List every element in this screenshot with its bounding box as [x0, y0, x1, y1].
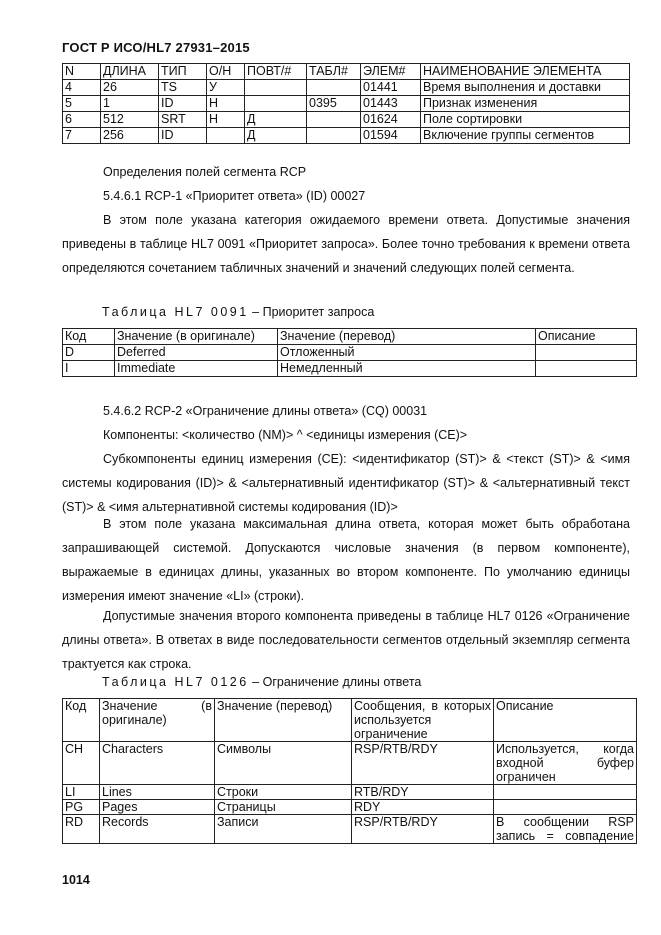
table-cell: [494, 800, 637, 815]
table-0126-body: [63, 742, 637, 844]
table-row: [63, 785, 637, 800]
table-cell: Включение группы сегментов: [421, 128, 630, 144]
table-cell: D: [63, 345, 115, 361]
table-cell: [245, 80, 307, 96]
column-header: Значение (перевод): [215, 699, 352, 742]
table-cell: TS: [159, 80, 207, 96]
table-cell: [536, 361, 637, 377]
table-cell: 01443: [361, 96, 421, 112]
table-cell: RDY: [352, 800, 494, 815]
column-header: Значение (в оригинале): [115, 329, 278, 345]
table-cell: У: [207, 80, 245, 96]
table-cell: [536, 345, 637, 361]
page-number: 1014: [62, 873, 90, 887]
table-header-row: [63, 699, 637, 742]
column-header: ТАБЛ#: [307, 64, 361, 80]
table-cell: Время выполнения и доставки: [421, 80, 630, 96]
table-header-row: [63, 329, 637, 345]
table-0091-body: [63, 345, 637, 377]
table-cell: Immediate: [115, 361, 278, 377]
table-cell: 26: [101, 80, 159, 96]
table-cell: Characters: [100, 742, 215, 785]
table-cell: SRT: [159, 112, 207, 128]
table-cell: CH: [63, 742, 100, 785]
table-cell: Символы: [215, 742, 352, 785]
field-heading-rcp2: 5.4.6.2 RCP-2 «Ограничение длины ответа» (CQ) 00031: [103, 404, 428, 418]
components-line: Компоненты: <количество (NM)> ^ <единицы измерения (CE)>: [103, 428, 468, 442]
section-title: Определения полей сегмента RCP: [103, 165, 307, 179]
column-header: N: [63, 64, 101, 80]
table-cell: ID: [159, 96, 207, 112]
table-cell: [307, 80, 361, 96]
table-cell: Н: [207, 112, 245, 128]
elements-table-header: [63, 64, 630, 80]
table-cell: [207, 128, 245, 144]
values-paragraph: Допустимые значения второго компонента приведены в таблице HL7 0126 «Ограничение длины ответа». В ответах в виде последовательности сегментов отдельный экземпляр сегмента трактуется как строка.: [62, 609, 630, 671]
table-cell: [494, 785, 637, 800]
caption-rest: – Ограничение длины ответа: [248, 675, 422, 689]
table-cell: [245, 96, 307, 112]
table-cell: [307, 128, 361, 144]
column-header: Значение (в оригинале): [100, 699, 215, 742]
table-hl7-0126: [62, 698, 637, 844]
table-row: [63, 361, 637, 377]
table-row: [63, 742, 637, 785]
table-cell: PG: [63, 800, 100, 815]
table-cell: Н: [207, 96, 245, 112]
table-header-row: [63, 64, 630, 80]
table-cell: Немедленный: [278, 361, 536, 377]
table-cell: Д: [245, 128, 307, 144]
subcomponents-paragraph: Субкомпоненты единиц измерения (CE): <идентификатор (ST)> & <текст (ST)> & <имя системы кодирования (ID)> & <альтернативный идентификатор (ST)> & <альтернативный текст (ST)> & <имя альтернативной системы кодирования (ID)>: [62, 452, 630, 514]
table-0126-caption: [102, 675, 421, 689]
table-cell: RSP/RTB/RDY: [352, 742, 494, 785]
table-cell: I: [63, 361, 115, 377]
table-cell: RD: [63, 815, 100, 844]
table-cell: Deferred: [115, 345, 278, 361]
table-0091-header: [63, 329, 637, 345]
column-header: НАИМЕНОВАНИЕ ЭЛЕМЕНТА: [421, 64, 630, 80]
table-cell: 5: [63, 96, 101, 112]
table-cell: Поле сортировки: [421, 112, 630, 128]
column-header: Сообщения, в которых используется ограничение: [352, 699, 494, 742]
table-cell: Д: [245, 112, 307, 128]
segment-elements-table: [62, 63, 630, 144]
table-row: [63, 815, 637, 844]
table-cell: 7: [63, 128, 101, 144]
caption-prefix: Таблица HL7 0091: [102, 305, 249, 319]
table-row: [63, 112, 630, 128]
table-cell: Pages: [100, 800, 215, 815]
table-row: [63, 800, 637, 815]
table-row: [63, 96, 630, 112]
table-cell: RSP/RTB/RDY: [352, 815, 494, 844]
table-cell: 01441: [361, 80, 421, 96]
table-row: [63, 80, 630, 96]
table-cell: Records: [100, 815, 215, 844]
column-header: ЭЛЕМ#: [361, 64, 421, 80]
table-cell: Lines: [100, 785, 215, 800]
table-cell: [307, 112, 361, 128]
caption-rest: – Приоритет запроса: [248, 305, 375, 319]
table-0091-caption: [102, 305, 374, 319]
table-hl7-0091: [62, 328, 637, 377]
table-cell: 6: [63, 112, 101, 128]
table-cell: 256: [101, 128, 159, 144]
table-cell: 512: [101, 112, 159, 128]
table-cell: 4: [63, 80, 101, 96]
field-heading-rcp1: 5.4.6.1 RCP-1 «Приоритет ответа» (ID) 00027: [103, 189, 366, 203]
column-header: Описание: [536, 329, 637, 345]
max-length-paragraph: В этом поле указана максимальная длина ответа, которая может быть обработана запрашивающей системой. Допускаются числовые значения (в первом компоненте), выражаемые в единицах длины, указанных во втором компоненте. По умолчанию единицы измерения имеют значение «LI» (строки).: [62, 517, 630, 603]
column-header: О/Н: [207, 64, 245, 80]
table-cell: Строки: [215, 785, 352, 800]
table-cell: Страницы: [215, 800, 352, 815]
column-header: ДЛИНА: [101, 64, 159, 80]
table-cell: Отложенный: [278, 345, 536, 361]
column-header: ТИП: [159, 64, 207, 80]
table-cell: 1: [101, 96, 159, 112]
table-row: [63, 128, 630, 144]
table-cell: Используется, когда входной буфер ограничен: [494, 742, 637, 785]
column-header: Код: [63, 699, 100, 742]
table-cell: LI: [63, 785, 100, 800]
table-cell: 0395: [307, 96, 361, 112]
caption-prefix: Таблица HL7 0126: [102, 675, 249, 689]
table-cell: ID: [159, 128, 207, 144]
table-0126-header: [63, 699, 637, 742]
table-cell: Признак изменения: [421, 96, 630, 112]
column-header: Значение (перевод): [278, 329, 536, 345]
table-cell: 01624: [361, 112, 421, 128]
table-row: [63, 345, 637, 361]
column-header: Код: [63, 329, 115, 345]
table-cell: Записи: [215, 815, 352, 844]
field-description-rcp1: В этом поле указана категория ожидаемого времени ответа. Допустимые значения приведены в таблице HL7 0091 «Приоритет запроса». Более точно требования к времени ответа определяются сочетанием табличных значений и значений следующих полей сегмента.: [62, 213, 630, 275]
column-header: Описание: [494, 699, 637, 742]
table-cell: В сообщении RSP запись = совпадение: [494, 815, 637, 844]
elements-table-body: [63, 80, 630, 144]
table-cell: 01594: [361, 128, 421, 144]
column-header: ПОВТ/#: [245, 64, 307, 80]
table-cell: RTB/RDY: [352, 785, 494, 800]
document-header: ГОСТ Р ИСО/HL7 27931–2015: [62, 40, 250, 55]
